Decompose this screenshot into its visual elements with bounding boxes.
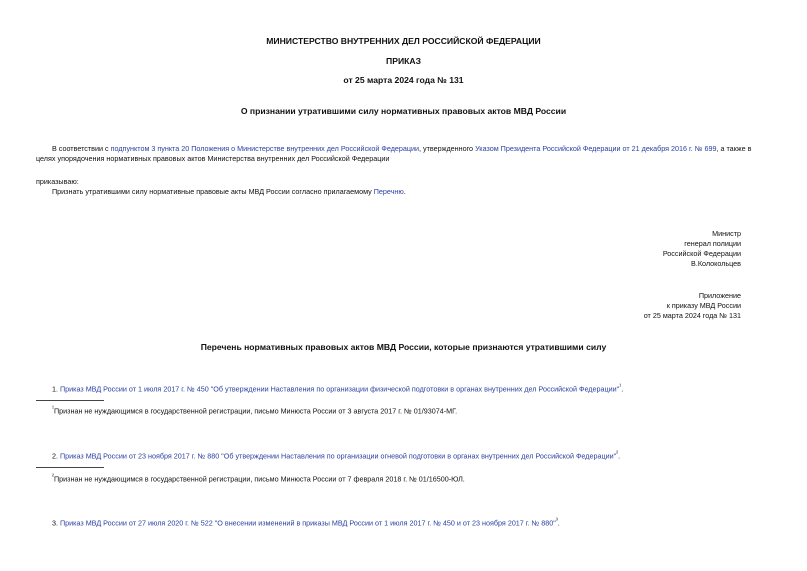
footnote-ref[interactable]: ² bbox=[616, 451, 619, 457]
preamble-text: , а также в целях упорядочения нормативных правовых актов Министерства внутренних дел Российской Федерации bbox=[36, 144, 752, 163]
item-end: . bbox=[621, 384, 624, 394]
resolution-end: . bbox=[403, 187, 406, 196]
item-end: . bbox=[618, 451, 621, 461]
list-title: Перечень нормативных правовых актов МВД России, которые признаются утратившими силу bbox=[200, 342, 607, 352]
order-subject: О признании утратившими силу нормативных правовых актов МВД России bbox=[240, 106, 567, 116]
order-word: приказываю: bbox=[36, 177, 79, 186]
appendix-date: от 25 марта 2024 года № 131 bbox=[643, 311, 741, 320]
decree-link[interactable]: Указом Президента Российской Федерации от 21 декабря 2016 г. № 699 bbox=[475, 144, 717, 153]
document-type: ПРИКАЗ bbox=[386, 56, 421, 66]
order-date-number: от 25 марта 2024 года № 131 bbox=[343, 75, 464, 85]
list-item bbox=[52, 382, 623, 394]
signature-rank: генерал полиции bbox=[684, 239, 741, 248]
signature-name: В.Колокольцев bbox=[691, 259, 741, 268]
footnote-ref[interactable]: ¹ bbox=[619, 384, 622, 390]
list-item bbox=[52, 516, 560, 528]
footnote-ref[interactable]: ³ bbox=[555, 518, 558, 524]
footnote bbox=[52, 472, 465, 484]
resolution-text: Признать утратившими силу нормативные правовые акты МВД России согласно прилагаемому bbox=[52, 187, 374, 196]
ministry-name: МИНИСТЕРСТВО ВНУТРЕННИХ ДЕЛ РОССИЙСКОЙ ФЕДЕРАЦИИ bbox=[266, 36, 541, 46]
footnote-text: Признан не нуждающимся в государственной регистрации, письмо Минюста России от 3 августа 2017 г. № 01/93074-МГ. bbox=[54, 406, 458, 416]
signature-country: Российской Федерации bbox=[662, 249, 741, 258]
list-item bbox=[52, 449, 620, 461]
footnote-mark: ² bbox=[52, 474, 54, 480]
footnote bbox=[52, 404, 457, 416]
footnote-mark: ¹ bbox=[52, 406, 54, 412]
signature-title: Министр bbox=[712, 229, 741, 238]
footnote-divider bbox=[36, 400, 104, 401]
preamble-paragraph bbox=[36, 144, 768, 164]
act-link[interactable]: Приказ МВД России от 23 ноября 2017 г. № 880 "Об утверждении Наставления по организации огневой подготовки в органах внутренних дел Российской Федерации" bbox=[60, 451, 617, 461]
act-link[interactable]: Приказ МВД России от 27 июля 2020 г. № 522 "О внесении изменений в приказы МВД России от 1 июля 2017 г. № 450 и от 23 ноября 2017 г. № 880" bbox=[60, 518, 556, 528]
footnote-text: Признан не нуждающимся в государственной регистрации, письмо Минюста России от 7 февраля 2018 г. № 01/16500-ЮЛ. bbox=[54, 474, 465, 484]
list-link[interactable]: Перечню bbox=[373, 187, 404, 196]
preamble-text: , утвержденного bbox=[419, 144, 476, 153]
appendix-order: к приказу МВД России bbox=[666, 301, 741, 310]
item-number: 3. bbox=[52, 518, 60, 528]
footnote-divider bbox=[36, 467, 104, 468]
regulation-link[interactable]: подпунктом 3 пункта 20 Положения о Министерстве внутренних дел Российской Федерации bbox=[110, 144, 420, 153]
item-number: 2. bbox=[52, 451, 60, 461]
item-end: . bbox=[557, 518, 560, 528]
appendix-label: Приложение bbox=[698, 291, 741, 300]
item-number: 1. bbox=[52, 384, 60, 394]
resolution-paragraph bbox=[52, 187, 406, 197]
preamble-text: В соответствии с bbox=[52, 144, 111, 153]
act-link[interactable]: Приказ МВД России от 1 июля 2017 г. № 450 "Об утверждении Наставления по организации физической подготовки в органах внутренних дел Российской Федерации" bbox=[60, 384, 620, 394]
